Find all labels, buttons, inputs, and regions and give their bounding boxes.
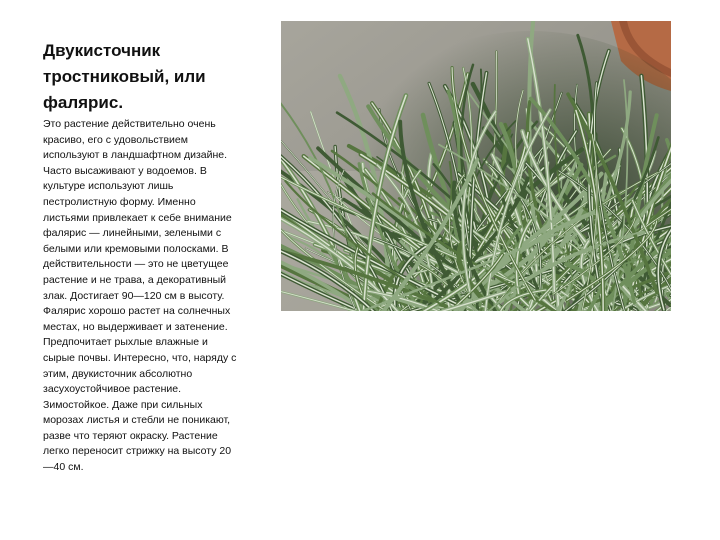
body-line: этим, двукисточник абсолютно <box>43 367 193 380</box>
body-line: белыми или кремовыми полосками. В <box>43 242 229 255</box>
body-line: растение и не трава, а декоративный <box>43 273 227 286</box>
title-line: Двукисточник <box>43 41 161 60</box>
body-line: Это растение действительно очень <box>43 118 216 130</box>
body-line: Предпочитает рыхлые влажные и <box>43 336 208 349</box>
body-line: морозах листья и стебли не поникают, <box>43 414 231 427</box>
body-line: Зимостойкое. Даже при сильных <box>43 398 203 411</box>
body-line: Часто высаживают у водоемов. В <box>43 164 207 177</box>
grass-photo-drawing <box>281 21 671 311</box>
body-line: сырые почвы. Интересно, что, наряду с <box>43 351 237 364</box>
body-line: —40 см. <box>43 461 84 474</box>
body-line: культуре используют лишь <box>43 180 174 193</box>
body-line: местах, но выдерживает и затенение. <box>43 320 228 333</box>
body-line: разве что теряют окраску. Растение <box>43 429 218 442</box>
body-line: легко переносит стрижку на высоту 20 <box>43 445 232 458</box>
title-line: тростниковый, или <box>43 67 206 86</box>
body-line: листьями привлекает к себе внимание <box>43 211 232 224</box>
body-line: действительности — это не цветущее <box>43 258 229 271</box>
slide-title <box>43 38 263 116</box>
body-line: злак. Достигает 90—120 см в высоту. <box>43 289 225 302</box>
body-line: пестролистную форму. Именно <box>43 195 196 208</box>
body-line: Фалярис хорошо растет на солнечных <box>43 305 231 318</box>
grass-photo <box>281 21 671 311</box>
body-line: фалярис — линейными, зелеными с <box>43 227 222 240</box>
slide-body-text <box>43 117 265 476</box>
body-line: засухоустойчивое растение. <box>43 383 182 396</box>
body-line: используют в ландшафтном дизайне. <box>43 149 228 162</box>
body-line: красиво, его с удовольствием <box>43 133 188 146</box>
title-line: фалярис. <box>43 93 124 112</box>
